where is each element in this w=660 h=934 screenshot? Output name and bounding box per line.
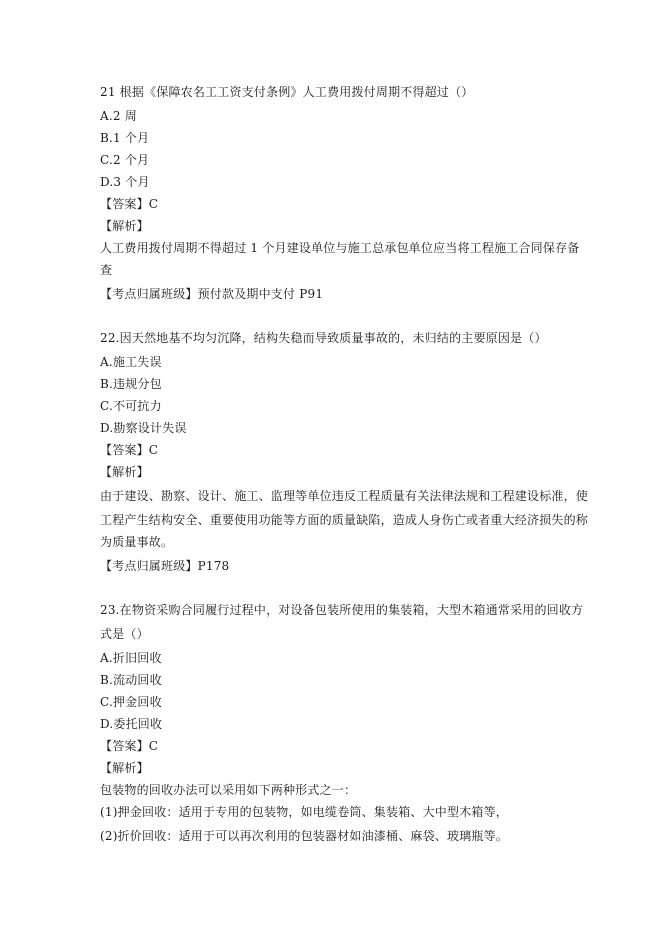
question-21-option-c: C.2 个月 [100, 153, 150, 167]
question-23-stem-line-1: 23.在物资采购合同履行过程中，对设备包装所使用的集装箱，大型木箱通常采用的回收方 [100, 603, 584, 617]
question-23-analysis-line-2: (1)押金回收：适用于专用的包装物，如电缆卷筒、集装箱、大中型木箱等， [100, 805, 509, 819]
question-23-answer: 【答案】C [100, 739, 159, 753]
question-21-kaodian: 【考点归属班级】预付款及期中支付 P91 [100, 287, 324, 301]
question-21-analysis-line-1: 人工费用拨付周期不得超过 1 个月建设单位与施工总承包单位应当将工程施工合同保存备 [100, 241, 580, 255]
question-21-option-b: B.1 个月 [100, 131, 150, 145]
question-22-stem: 22.因天然地基不均匀沉降，结构失稳而导致质量事故的，未归结的主要原因是（） [100, 331, 547, 345]
question-21-stem: 21 根据《保障农名工工资支付条例》人工费用拨付周期不得超过（） [100, 85, 474, 99]
question-22-answer: 【答案】C [100, 443, 159, 457]
question-23-option-d: D.委托回收 [100, 717, 163, 731]
question-22-option-c: C.不可抗力 [100, 399, 162, 413]
question-23-option-b: B.流动回收 [100, 673, 162, 687]
question-22-option-a: A.施工失误 [100, 355, 162, 369]
question-22-option-b: B.违规分包 [100, 377, 162, 391]
question-22-option-d: D.勘察设计失误 [100, 421, 187, 435]
question-21-option-a: A.2 周 [100, 109, 137, 123]
question-21-option-d: D.3 个月 [100, 175, 150, 189]
question-21-answer: 【答案】C [100, 197, 159, 211]
question-22-analysis-line-1: 由于建设、勘察、设计、施工、监理等单位违反工程质量有关法律法规和工程建设标准，使 [100, 489, 589, 503]
question-23-option-c: C.押金回收 [100, 695, 162, 709]
question-21-analysis-line-2: 查 [100, 263, 113, 277]
question-23-analysis-label: 【解析】 [100, 761, 149, 775]
question-21-analysis-label: 【解析】 [100, 219, 149, 233]
question-23-option-a: A.折旧回收 [100, 651, 162, 665]
question-23-analysis-line-3: (2)折价回收：适用于可以再次利用的包装器材如油漆桶、麻袋、玻璃瓶等。 [100, 829, 509, 843]
question-22-analysis-line-3: 为质量事故。 [100, 535, 174, 549]
question-22-analysis-label: 【解析】 [100, 465, 149, 479]
question-23-stem-line-2: 式是（） [100, 627, 149, 641]
question-22-analysis-line-2: 工程产生结构安全、重要使用功能等方面的质量缺陷，造成人身伤亡或者重大经济损失的称 [100, 513, 589, 527]
question-22-kaodian: 【考点归属班级】P178 [100, 559, 230, 573]
question-23-analysis-line-1: 包装物的回收办法可以采用如下两种形式之一： [100, 783, 357, 797]
